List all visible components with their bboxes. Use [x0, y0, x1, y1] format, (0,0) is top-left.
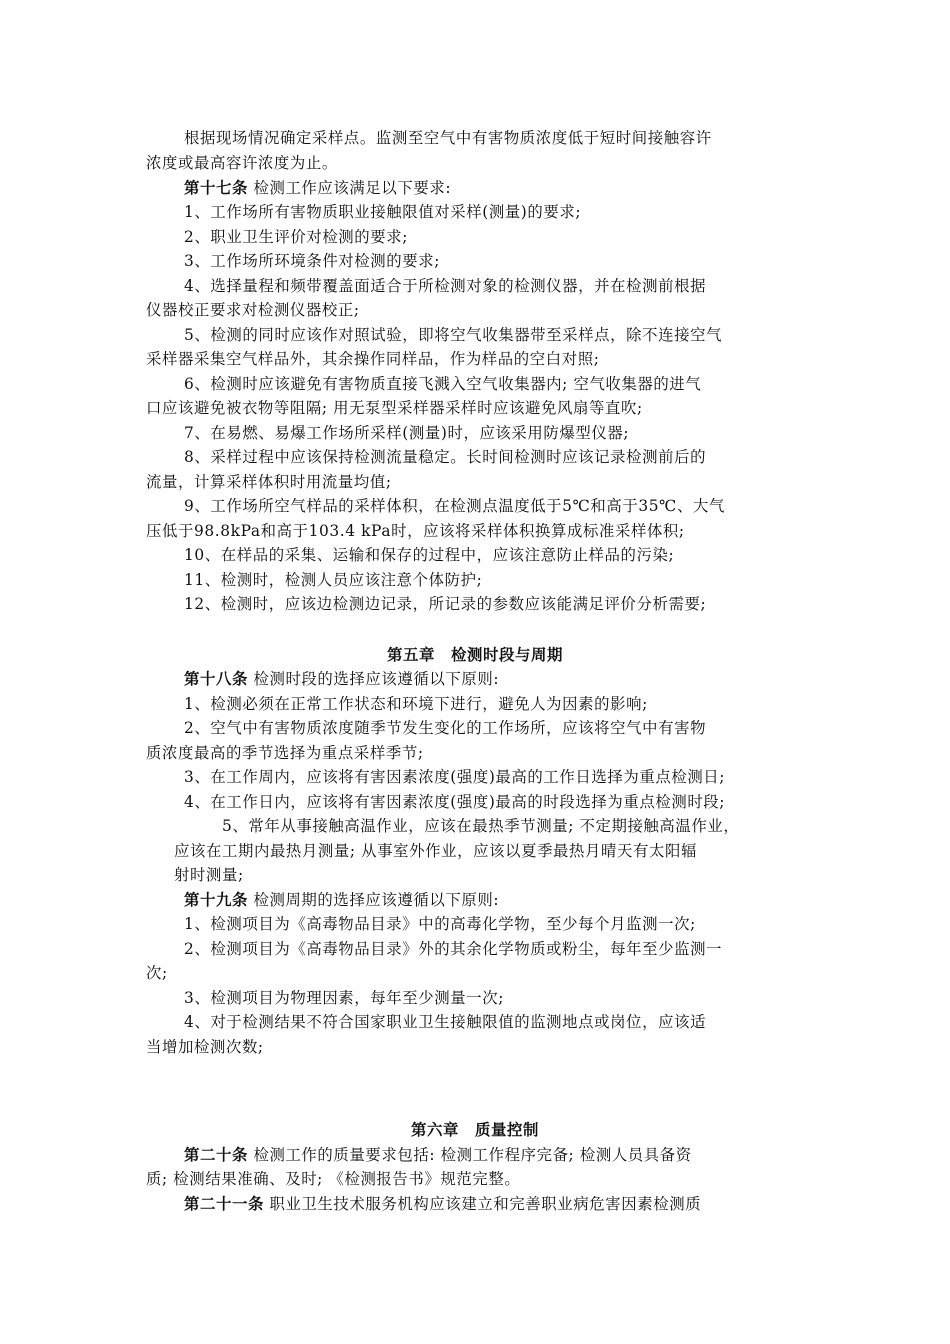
- article-text: 检测工作应该满足以下要求:: [247, 179, 452, 197]
- list-item-cont: 当增加检测次数;: [146, 1038, 264, 1056]
- chapter-heading: 第六章 质量控制: [411, 1121, 539, 1139]
- list-item: 11、检测时，检测人员应该注意个体防护;: [184, 571, 483, 589]
- list-item: 3、工作场所环境条件对检测的要求;: [184, 252, 441, 270]
- paragraph-line: 根据现场情况确定采样点。监测至空气中有害物质浓度低于短时间接触容许: [184, 129, 712, 147]
- list-item: 10、在样品的采集、运输和保存的过程中，应该注意防止样品的污染;: [184, 546, 675, 564]
- list-item: 5、常年从事接触高温作业，应该在最热季节测量; 不定期接触高温作业，: [222, 817, 740, 835]
- list-item: 1、检测项目为《高毒物品目录》中的高毒化学物，至少每个月监测一次;: [184, 915, 696, 933]
- list-item: 6、检测时应该避免有害物质直接飞溅入空气收集器内; 空气收集器的进气: [184, 375, 702, 393]
- list-item: 12、检测时，应该边检测边记录，所记录的参数应该能满足评价分析需要;: [184, 595, 707, 613]
- list-item: 9、工作场所空气样品的采样体积，在检测点温度低于5℃和高于35℃、大气: [184, 497, 725, 515]
- article-text: 职业卫生技术服务机构应该建立和完善职业病危害因素检测质: [263, 1195, 702, 1213]
- list-item-cont: 压低于98.8kPa和高于103.4 kPa时，应该将采样体积换算成标准采样体积;: [146, 522, 685, 540]
- chapter-heading: 第五章 检测时段与周期: [387, 646, 563, 664]
- paragraph-line: 质; 检测结果准确、及时; 《检测报告书》规范完整。: [146, 1170, 521, 1188]
- list-item: 4、在工作日内，应该将有害因素浓度(强度)最高的时段选择为重点检测时段;: [184, 793, 726, 811]
- list-item-cont: 射时测量;: [174, 866, 244, 884]
- list-item-cont: 仪器校正要求对检测仪器校正;: [146, 301, 360, 319]
- article-17-intro: [184, 176, 451, 200]
- paragraph-line: 浓度或最高容许浓度为止。: [146, 154, 338, 172]
- list-item: 8、采样过程中应该保持检测流量稳定。长时间检测时应该记录检测前后的: [184, 448, 707, 466]
- article-number: 第二十一条: [184, 1195, 264, 1213]
- list-item: 2、空气中有害物质浓度随季节发生变化的工作场所，应该将空气中有害物: [184, 719, 707, 737]
- list-item-cont: 次;: [146, 964, 168, 982]
- list-item: 1、检测必须在正常工作状态和环境下进行，避免人为因素的影响;: [184, 695, 648, 713]
- article-18-intro: [184, 667, 499, 691]
- list-item: 7、在易燃、易爆工作场所采样(测量)时，应该采用防爆型仪器;: [184, 424, 630, 442]
- article-number: 第十九条: [184, 891, 248, 909]
- list-item-cont: 流量，计算采样体积时用流量均值;: [146, 473, 392, 491]
- article-text: 检测工作的质量要求包括: 检测工作程序完备; 检测人员具备资: [247, 1146, 692, 1164]
- list-item: 4、对于检测结果不符合国家职业卫生接触限值的监测地点或岗位，应该适: [184, 1013, 707, 1031]
- article-number: 第二十条: [184, 1146, 248, 1164]
- list-item: 3、在工作周内，应该将有害因素浓度(强度)最高的工作日选择为重点检测日;: [184, 768, 726, 786]
- article-text: 检测周期的选择应该遵循以下原则:: [247, 891, 500, 909]
- list-item: 1、工作场所有害物质职业接触限值对采样(测量)的要求;: [184, 203, 582, 221]
- list-item-cont: 质浓度最高的季节选择为重点采样季节;: [146, 744, 424, 762]
- list-item-cont: 采样器采集空气样品外，其余操作同样品，作为样品的空白对照;: [146, 350, 600, 368]
- list-item: 5、检测的同时应该作对照试验，即将空气收集器带至采样点，除不连接空气: [184, 326, 723, 344]
- list-item: 2、职业卫生评价对检测的要求;: [184, 228, 409, 246]
- list-item: 4、选择量程和频带覆盖面适合于所检测对象的检测仪器，并在检测前根据: [184, 277, 707, 295]
- list-item: 2、检测项目为《高毒物品目录》外的其余化学物质或粉尘，每年至少监测一: [184, 940, 723, 958]
- article-number: 第十七条: [184, 179, 248, 197]
- article-20-intro: [184, 1143, 692, 1167]
- list-item: 3、检测项目为物理因素，每年至少测量一次;: [184, 989, 504, 1007]
- list-item-cont: 应该在工期内最热月测量; 从事室外作业，应该以夏季最热月晴天有太阳辐: [174, 842, 697, 860]
- list-item-cont: 口应该避免被衣物等阻隔; 用无泵型采样器采样时应该避免风扇等直吹;: [146, 399, 643, 417]
- article-19-intro: [184, 888, 499, 912]
- article-21-intro: [184, 1192, 701, 1216]
- article-text: 检测时段的选择应该遵循以下原则:: [247, 670, 500, 688]
- article-number: 第十八条: [184, 670, 248, 688]
